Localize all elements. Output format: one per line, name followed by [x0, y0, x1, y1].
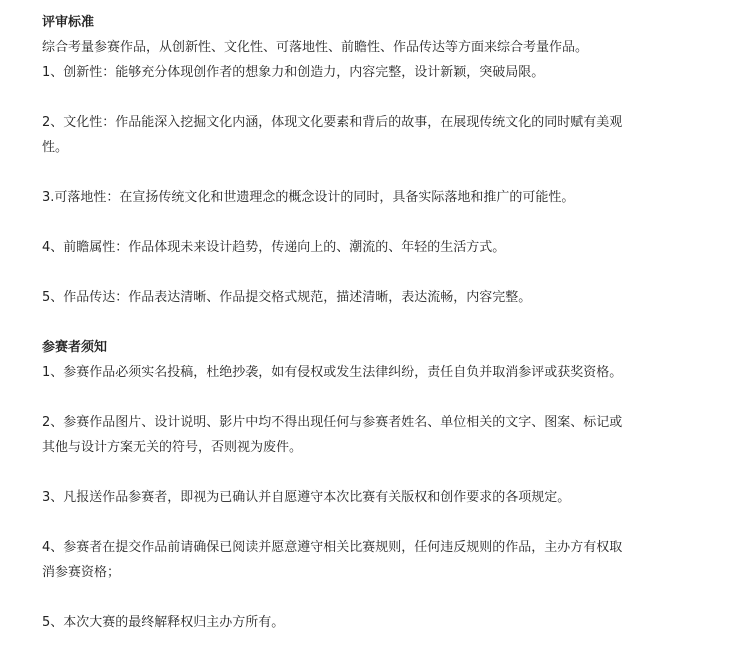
spacer — [42, 310, 702, 335]
notice-item-copyright: 3、凡报送作品参赛者，即视为已确认并自愿遵守本次比赛有关版权和创作要求的各项规定。 — [42, 490, 571, 505]
criteria-item-foresight: 4、前瞻属性：作品体现未来设计趋势，传递向上的、潮流的、年轻的生活方式。 — [42, 240, 506, 255]
section-heading-criteria: 评审标准 — [42, 15, 95, 30]
spacer — [42, 85, 702, 110]
notice-item-rules-line2: 消参赛资格； — [42, 565, 121, 580]
spacer — [42, 510, 702, 535]
spacer — [42, 210, 702, 235]
criteria-item-culture-line2: 性。 — [42, 140, 69, 155]
section-heading-notice: 参赛者须知 — [42, 340, 108, 355]
spacer — [42, 160, 702, 185]
criteria-item-feasibility: 3.可落地性：在宣扬传统文化和世遗理念的概念设计的同时，具备实际落地和推广的可能性。 — [42, 190, 575, 205]
notice-item-anonymity-line1: 2、参赛作品图片、设计说明、影片中均不得出现任何与参赛者姓名、单位相关的文字、图案、标记或 — [42, 415, 623, 430]
notice-item-real-name: 1、参赛作品必须实名投稿，杜绝抄袭，如有侵权或发生法律纠纷，责任自负并取消参评或获奖资格。 — [42, 365, 623, 380]
criteria-item-culture-line1: 2、文化性：作品能深入挖掘文化内涵，体现文化要素和背后的故事，在展现传统文化的同时赋有美观 — [42, 115, 623, 130]
criteria-item-communication: 5、作品传达：作品表达清晰、作品提交格式规范，描述清晰，表达流畅，内容完整。 — [42, 290, 532, 305]
spacer — [42, 260, 702, 285]
document-body — [42, 10, 702, 635]
spacer — [42, 585, 702, 610]
notice-item-interpretation: 5、本次大赛的最终解释权归主办方所有。 — [42, 615, 285, 630]
criteria-item-innovation: 1、创新性：能够充分体现创作者的想象力和创造力，内容完整，设计新颖，突破局限。 — [42, 65, 545, 80]
notice-item-anonymity-line2: 其他与设计方案无关的符号，否则视为废件。 — [42, 440, 303, 455]
notice-item-rules-line1: 4、参赛者在提交作品前请确保已阅读并愿意遵守相关比赛规则，任何违反规则的作品，主办方有权取 — [42, 540, 623, 555]
criteria-intro: 综合考量参赛作品，从创新性、文化性、可落地性、前瞻性、作品传达等方面来综合考量作品。 — [42, 40, 589, 55]
spacer — [42, 460, 702, 485]
spacer — [42, 385, 702, 410]
